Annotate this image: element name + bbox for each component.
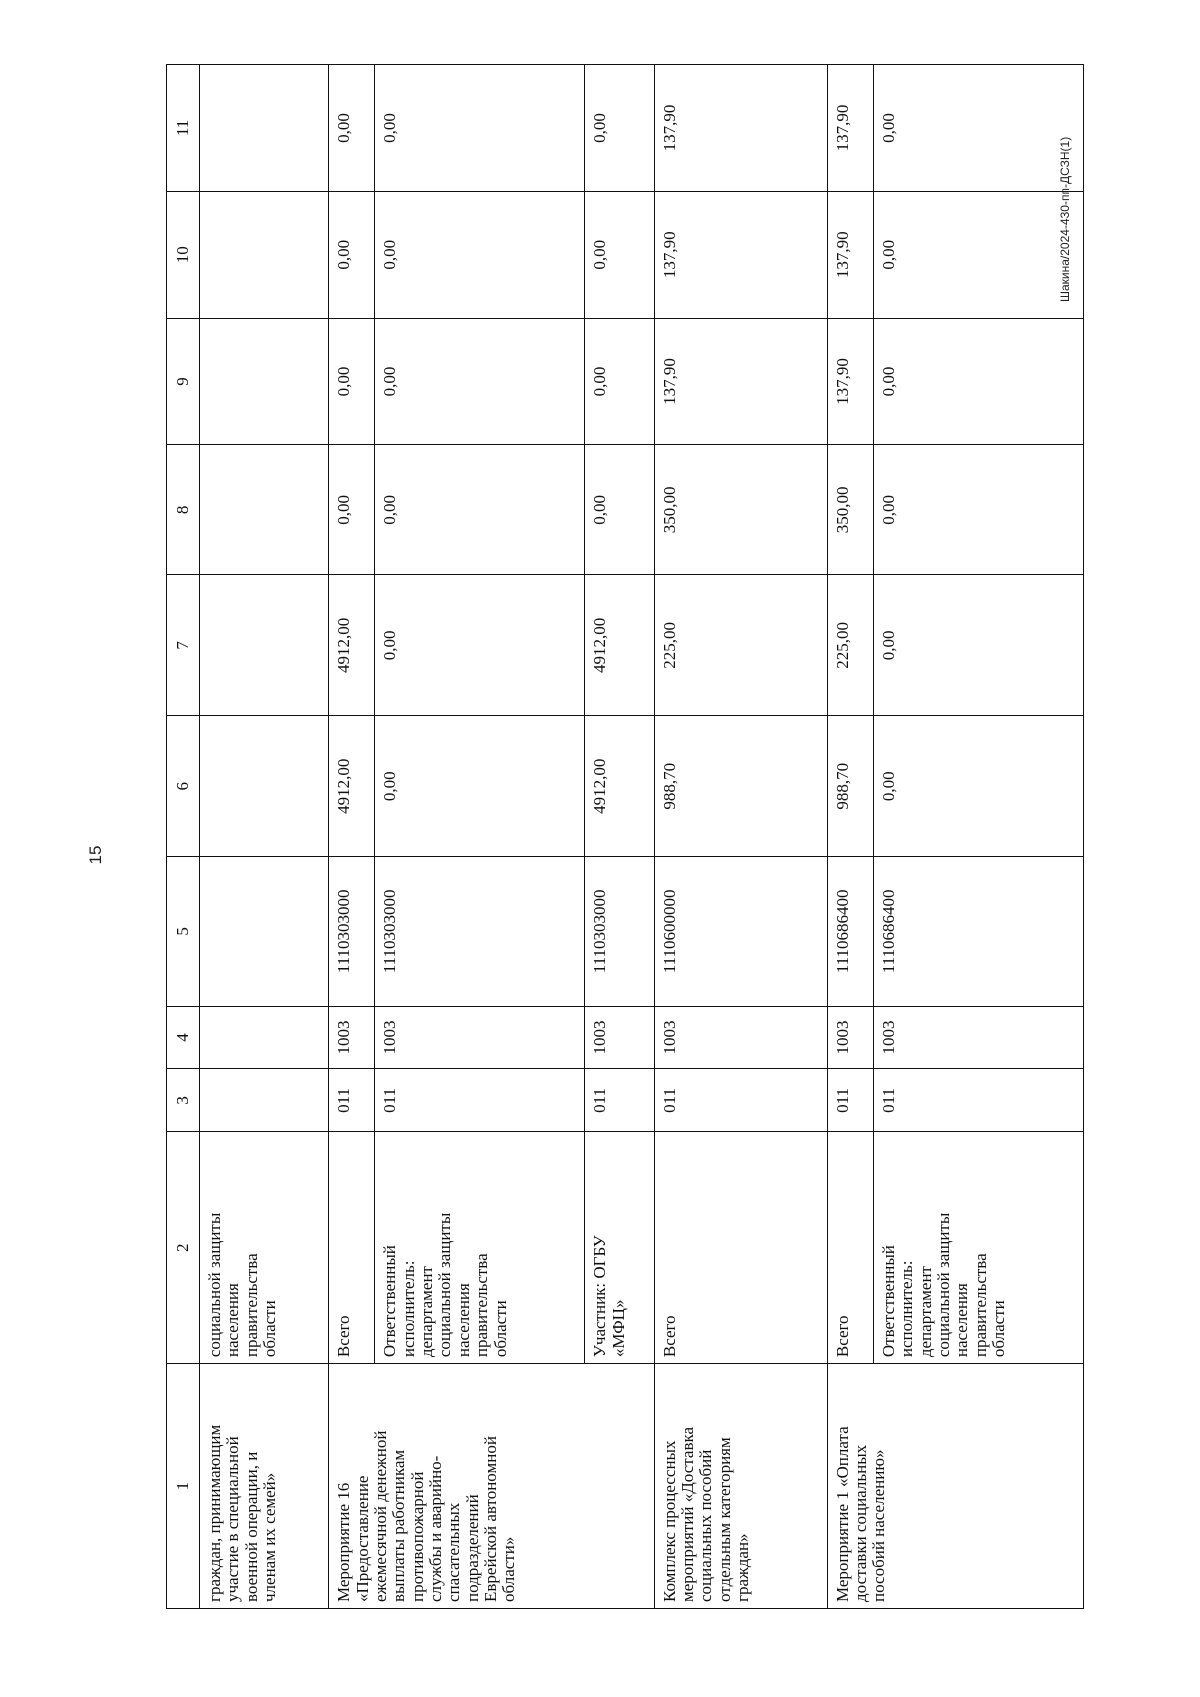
section-cell: 1003 (329, 1006, 375, 1069)
value-cell: 0,00 (329, 191, 375, 318)
header-cell-5: 5 (167, 857, 200, 1007)
value-cell: 0,00 (585, 65, 654, 192)
row-role-cell: Всего (654, 1132, 827, 1364)
page-number: 15 (86, 845, 105, 865)
value-cell: 0,00 (873, 65, 1083, 192)
value-cell: 225,00 (827, 575, 873, 716)
value-cell: 0,00 (585, 318, 654, 445)
value-cell: 988,70 (654, 716, 827, 857)
value-cell: 4912,00 (585, 575, 654, 716)
section-cell: 1003 (585, 1006, 654, 1069)
table-row (827, 65, 873, 1609)
value-cell: 0,00 (329, 445, 375, 575)
value-cell: 350,00 (654, 445, 827, 575)
grbs-cell: 011 (654, 1069, 827, 1132)
value-cell: 0,00 (375, 318, 585, 445)
grbs-cell: 011 (873, 1069, 1083, 1132)
value-cell: 137,90 (827, 318, 873, 445)
row-name-cell: граждан, принимающим участие в специальной военной операции, и членам их семей» (200, 1364, 329, 1609)
table-container (166, 64, 1084, 1609)
value-cell: 4912,00 (329, 575, 375, 716)
header-cell-1: 1 (167, 1364, 200, 1609)
grbs-cell: 011 (329, 1069, 375, 1132)
header-cell-2: 2 (167, 1132, 200, 1364)
target-article-cell: 1110303000 (375, 857, 585, 1007)
grbs-cell: 011 (827, 1069, 873, 1132)
value-cell (200, 445, 329, 575)
row-role-cell: Участник: ОГБУ «МФЦ» (585, 1132, 654, 1364)
target-article-cell: 1110303000 (329, 857, 375, 1007)
grbs-cell: 011 (375, 1069, 585, 1132)
value-cell: 0,00 (873, 716, 1083, 857)
value-cell: 137,90 (827, 65, 873, 192)
value-cell (200, 191, 329, 318)
table-row (329, 65, 375, 1609)
value-cell: 4912,00 (329, 716, 375, 857)
section-cell: 1003 (827, 1006, 873, 1069)
row-name-cell: Комплекс процессных мероприятий «Доставка социальных пособий отдельным категориям граждан» (654, 1364, 827, 1609)
header-cell-8: 8 (167, 445, 200, 575)
row-role-cell: социальной защиты населения правительства области (200, 1132, 329, 1364)
value-cell: 137,90 (827, 191, 873, 318)
section-cell (200, 1006, 329, 1069)
value-cell: 988,70 (827, 716, 873, 857)
row-role-cell: Всего (827, 1132, 873, 1364)
value-cell: 137,90 (654, 191, 827, 318)
header-cell-9: 9 (167, 318, 200, 445)
value-cell: 137,90 (654, 318, 827, 445)
header-cell-7: 7 (167, 575, 200, 716)
value-cell: 137,90 (654, 65, 827, 192)
header-cell-4: 4 (167, 1006, 200, 1069)
value-cell: 4912,00 (585, 716, 654, 857)
section-cell: 1003 (873, 1006, 1083, 1069)
row-role-cell: Всего (329, 1132, 375, 1364)
grbs-cell (200, 1069, 329, 1132)
grbs-cell: 011 (585, 1069, 654, 1132)
value-cell (200, 318, 329, 445)
rotated-table-layer (166, 64, 1084, 1609)
row-name-cell: Мероприятие 16 «Предоставление ежемесячной денежной выплаты работникам противопожарной службы и аварийно- спасательных подразделений Еврейской автономной области» (329, 1364, 654, 1609)
row-role-cell: Ответственный исполнитель: департамент социальной защиты населения правительства области (873, 1132, 1083, 1364)
document-code: Шакина/2024-430-пп-ДСЗН(1) (1058, 136, 1072, 302)
section-cell: 1003 (375, 1006, 585, 1069)
value-cell: 0,00 (375, 65, 585, 192)
header-row (167, 65, 200, 1609)
header-cell-6: 6 (167, 716, 200, 857)
value-cell (200, 65, 329, 192)
value-cell: 0,00 (873, 318, 1083, 445)
value-cell: 0,00 (375, 575, 585, 716)
value-cell: 0,00 (873, 575, 1083, 716)
value-cell: 0,00 (585, 191, 654, 318)
target-article-cell: 1110303000 (585, 857, 654, 1007)
target-article-cell: 1110686400 (827, 857, 873, 1007)
header-cell-10: 10 (167, 191, 200, 318)
value-cell: 0,00 (873, 191, 1083, 318)
value-cell: 0,00 (873, 445, 1083, 575)
value-cell: 350,00 (827, 445, 873, 575)
target-article-cell: 1110686400 (873, 857, 1083, 1007)
table-row (200, 65, 329, 1609)
value-cell: 0,00 (329, 318, 375, 445)
row-name-cell: Мероприятие 1 «Оплата доставки социальных пособий населению» (827, 1364, 1083, 1609)
value-cell: 0,00 (375, 445, 585, 575)
budget-table (166, 64, 1084, 1609)
table-row (654, 65, 827, 1609)
value-cell: 225,00 (654, 575, 827, 716)
value-cell: 0,00 (375, 716, 585, 857)
target-article-cell: 1110600000 (654, 857, 827, 1007)
row-role-cell: Ответственный исполнитель: департамент социальной защиты населения правительства области (375, 1132, 585, 1364)
header-cell-3: 3 (167, 1069, 200, 1132)
value-cell: 0,00 (585, 445, 654, 575)
value-cell (200, 575, 329, 716)
section-cell: 1003 (654, 1006, 827, 1069)
target-article-cell (200, 857, 329, 1007)
value-cell: 0,00 (329, 65, 375, 192)
value-cell (200, 716, 329, 857)
header-cell-11: 11 (167, 65, 200, 192)
value-cell: 0,00 (375, 191, 585, 318)
